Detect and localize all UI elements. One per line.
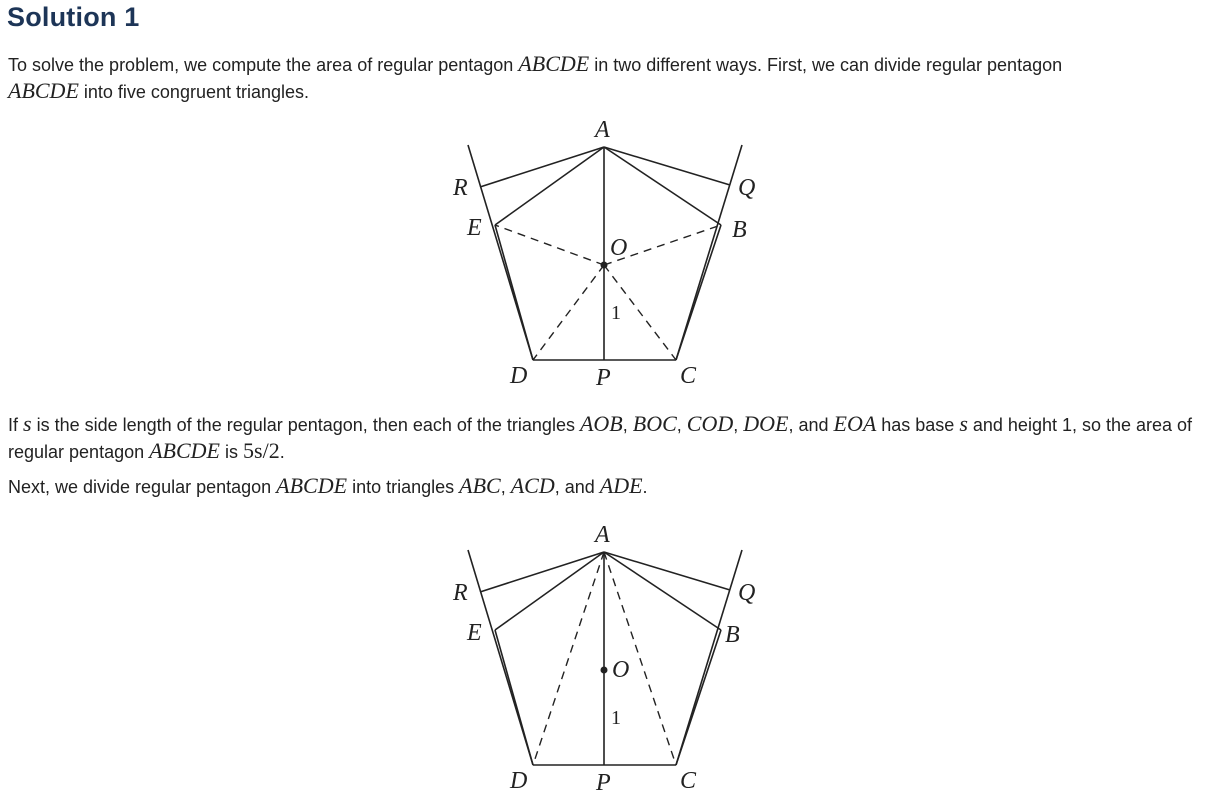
text: is the side length of the regular pentagon, then each of the triangles xyxy=(31,415,580,435)
label-A: A xyxy=(595,522,610,548)
center-point xyxy=(601,667,608,674)
math-pentagon: ABCDE xyxy=(8,78,79,103)
text: . xyxy=(642,477,648,497)
label-R: R xyxy=(453,580,468,606)
math-ADE: ADE xyxy=(599,473,643,498)
math-s: s xyxy=(959,411,968,436)
label-C: C xyxy=(680,363,697,389)
text: Next, we divide regular pentagon xyxy=(8,477,277,497)
label-A: A xyxy=(595,117,610,143)
math-pentagon: ABCDE xyxy=(276,473,348,498)
math-ABC: ABC xyxy=(459,473,501,498)
text: into five congruent triangles. xyxy=(78,82,310,102)
math-pentagon: ABCDE xyxy=(518,51,590,76)
paragraph-3 xyxy=(8,473,1208,500)
label-D: D xyxy=(510,363,528,389)
text: . xyxy=(279,442,285,462)
math-area: 5s/2 xyxy=(243,438,280,463)
text: into triangles xyxy=(347,477,460,497)
text: If xyxy=(8,415,24,435)
diagram-three-triangles xyxy=(440,520,770,800)
label-height-one: 1 xyxy=(611,707,621,729)
text: , xyxy=(622,415,633,435)
label-O: O xyxy=(612,657,630,683)
text: , and xyxy=(788,415,834,435)
label-O: O xyxy=(610,235,628,261)
math-COD: COD xyxy=(686,411,734,436)
text: , and xyxy=(554,477,600,497)
label-B: B xyxy=(725,622,740,648)
label-P: P xyxy=(596,770,611,796)
math-AOB: AOB xyxy=(579,411,623,436)
math-pentagon: ABCDE xyxy=(149,438,220,463)
label-height-one: 1 xyxy=(611,302,621,324)
text: , xyxy=(676,415,687,435)
text: has base xyxy=(876,415,960,435)
label-R: R xyxy=(453,175,468,201)
paragraph-2 xyxy=(8,411,1213,465)
math-ACD: ACD xyxy=(510,473,555,498)
text: , xyxy=(733,415,744,435)
text: in two different ways. First, we can divide regular pentagon xyxy=(589,55,1063,75)
paragraph-1 xyxy=(8,51,1208,105)
text: , xyxy=(500,477,511,497)
label-E: E xyxy=(467,620,482,646)
text: To solve the problem, we compute the area of regular pentagon xyxy=(8,55,519,75)
math-BOC: BOC xyxy=(632,411,677,436)
label-B: B xyxy=(732,217,747,243)
label-P: P xyxy=(596,365,611,391)
math-EOA: EOA xyxy=(833,411,877,436)
solution-heading: Solution 1 xyxy=(7,2,140,32)
label-D: D xyxy=(510,768,528,794)
label-Q: Q xyxy=(738,580,756,606)
math-DOE: DOE xyxy=(743,411,789,436)
label-E: E xyxy=(467,215,482,241)
text: is xyxy=(220,442,244,462)
label-C: C xyxy=(680,768,697,794)
diagram-five-triangles xyxy=(440,115,770,395)
math-s: s xyxy=(23,411,32,436)
text: and height 1, so the area of regular pentagon xyxy=(8,415,1193,462)
label-Q: Q xyxy=(738,175,756,201)
center-point xyxy=(601,262,608,269)
